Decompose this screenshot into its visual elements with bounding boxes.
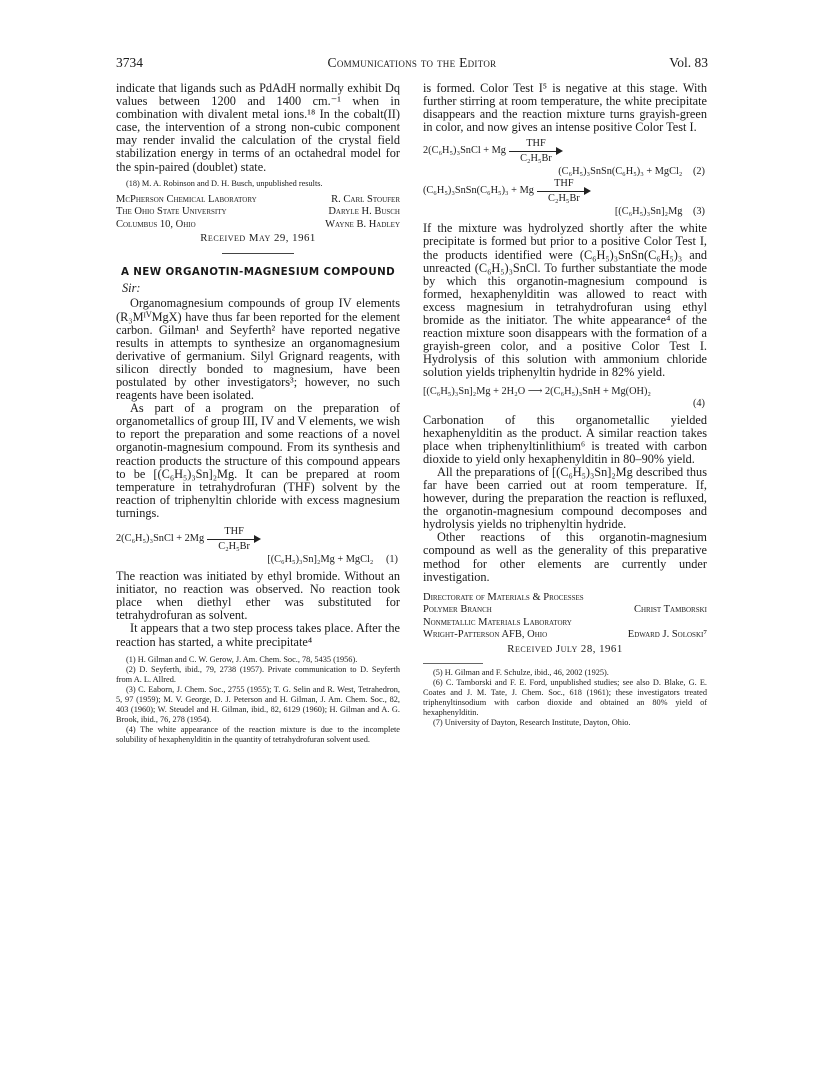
footnote-divider (423, 663, 483, 664)
equation-number: (3) (692, 206, 705, 218)
author-signature-block-2 (423, 592, 707, 656)
body-paragraph: is formed. Color Test I⁵ is negative at this stage. With further stirring at room temperature, the white precipitate disappears and the reaction mixture turns grayish-green in color, and now gives an intense positive Color Test I. (423, 81, 707, 135)
body-paragraph: Other reactions of this organotin-magnesium compound as well as the generality of this preparative method for other elements are currently under investigation. (423, 530, 707, 584)
body-paragraph: Organomagnesium compounds of group IV elements (R₃MᴵⱽMgX) have thus far been reported for the element carbon. Gilman¹ and Seyferth² have reported negative results in attempts to synthesize an organomagnesium derivative of germanium. Silyl Grignard reagents, with silicon directly bonded to magnesium, have been postulated by other investigators³; however, no such reagents have been isolated. (116, 296, 400, 403)
body-paragraph: All the preparations of [(C₆H₅)₃Sn]₂Mg described thus far have been carried out at room temperature. If, however, during the preparation the reaction is refluxed, the organotin-magnesium compound decomposes and hydrolysis yields no triphenyltin hydride. (423, 464, 707, 532)
running-header (116, 55, 708, 73)
continued-paragraph: indicate that ligands such as PdAdH normally exhibit Dq values between 1200 and 1400 cm.⁻¹ when in combination with divalent metal ions.¹⁸ In the cobalt(II) case, the intervention of a strong non-cubic component may render invalid the calculation of the crystal field stabilization energy in terms of an octahedral model for the spin-paired (doublet) state. (116, 81, 400, 174)
footnote: (1) H. Gilman and C. W. Gerow, J. Am. Chem. Soc., 78, 5435 (1956). (126, 654, 358, 664)
signature-row (423, 604, 707, 617)
equation-3 (423, 180, 707, 218)
body-paragraph: It appears that a two step process takes place. After the reaction has started, a white precipitate⁴ (116, 621, 400, 649)
equation-reactants: (C₆H₅)₃SnSn(C₆H₅)₃ + Mg (423, 185, 534, 197)
equation-2 (423, 140, 707, 178)
signature-row (116, 219, 400, 232)
equation-number: (1) (385, 554, 398, 566)
institution-line: Polymer Branch (423, 604, 492, 616)
body-paragraph: Carbonation of this organometallic yielded hexaphenylditin as the product. A similar reaction takes place when triphenyltinlithium⁶ is treated with carbon dioxide to yield only hexaphenylditin in 80–90% yield. (423, 412, 707, 466)
institution-line: McPherson Chemical Laboratory (116, 193, 257, 205)
arrow-condition-below: C₂H₅Br (547, 193, 580, 205)
signature-row (116, 206, 400, 219)
reaction-arrow (537, 178, 591, 205)
section-divider (222, 253, 294, 254)
body-paragraph: If the mixture was hydrolyzed shortly after the white precipitate is formed but prior to a positive Color Test I, the products identified were (C₆H₅)₃SnSn(C₆H₅)₃ and unreacted (C₆H₅)₃SnCl. To further substantiate the mode by which this organotin-magnesium compound is formed, hexaphenylditin was allowed to react with excess magnesium in tetrahydrofuran using ethyl bromide as the initiator. The white appearance⁴ of the reaction mixture soon disappears with the formation of a grayish-green color, and a positive Color Test I. Hydrolysis of this solution with ammonium chloride solution yields triphenyltin hydride in 82% yield. (423, 221, 707, 380)
equation-products: [(C₆H₅)₃Sn]₂Mg + MgCl₂ (267, 554, 374, 566)
equation-products: [(C₆H₅)₃Sn]₂Mg (614, 206, 683, 218)
footnote: (3) C. Eaborn, J. Chem. Soc., 2755 (1955); T. G. Selin and R. West, Tetrahedron, 5, 97 (1959); M. V. George, D. J. Peterson and H. Gilman, J. Am. Chem. Soc., 82, 403 (1960); W. Steudel and H. Gilman, ibid., 82, 6129 (1960); H. Gilman and A. G. Brook, ibid., 76, 278 (1954). (116, 684, 400, 724)
article-title: A NEW ORGANOTIN-MAGNESIUM COMPOUND (120, 266, 396, 279)
author-name: Wayne B. Hadley (325, 218, 400, 230)
arrow-condition-above: THF (224, 526, 244, 538)
author-name: Edward J. Soloski⁷ (627, 629, 707, 641)
footnotes-right (423, 668, 707, 728)
institution-line: Wright-Patterson AFB, Ohio (423, 629, 548, 641)
equation-number: (4) (692, 397, 705, 409)
reaction-arrow (207, 526, 261, 553)
left-column (116, 82, 400, 745)
right-column (423, 82, 707, 728)
reaction-arrow (509, 138, 563, 165)
institution-line: Nonmetallic Materials Laboratory (423, 616, 572, 628)
footnote: (6) C. Tamborski and F. E. Ford, unpublished studies; see also D. Blake, G. E. Coates and J. M. Tate, J. Chem. Soc., 618 (1961); these investigators treated triphenyltinsodium with carbon dioxide and obtained an 80% yield of hexaphenylditin. (423, 678, 707, 718)
body-paragraph: As part of a program on the preparation of organometallics of group III, IV and V elements, we wish to report the preparation and some reactions of a novel organotin-magnesium compound. From its synthesis and reaction products the structure of this compound appears to be [(C₆H₅)₃Sn]₂Mg. It can be prepared at room temperature in tetrahydrofuran (THF) solvent by the reaction of triphenyltin chloride with excess magnesium turnings. (116, 401, 400, 520)
signature-row (423, 629, 707, 642)
signature-row (116, 194, 400, 207)
body-paragraph: The reaction was initiated by ethyl bromide. Without an initiator, no reaction was observed. No reaction took place when diethyl ether was substituted for tetrahydrofuran as solvent. (116, 569, 400, 623)
institution-line: Columbus 10, Ohio (116, 218, 196, 230)
received-date: Received July 28, 1961 (507, 642, 623, 655)
equation-reactants: 2(C₆H₅)₃SnCl + 2Mg (116, 533, 205, 545)
equation-1 (116, 528, 400, 566)
author-name: Daryle H. Busch (328, 206, 400, 218)
footnote: (4) The white appearance of the reaction mixture is due to the incomplete solubility of hexaphenylditin in the quantity of tetrahydrofuran solvent used. (116, 724, 400, 744)
arrow-condition-above: THF (554, 178, 574, 190)
footnote: (2) D. Seyferth, ibid., 79, 2738 (1957). Private communication to D. Seyferth from A. L. Allred. (116, 664, 400, 684)
author-name: Christ Tamborski (633, 604, 707, 616)
institution-line: Directorate of Materials & Processes (423, 591, 584, 603)
journal-section-title: Communications to the Editor (327, 55, 497, 70)
arrow-condition-above: THF (526, 138, 546, 150)
footnote: (7) University of Dayton, Research Institute, Dayton, Ohio. (433, 718, 631, 728)
equation-4 (423, 386, 707, 410)
footnote: (5) H. Gilman and F. Schulze, ibid., 46, 2002 (1925). (433, 668, 609, 678)
equation-reactants: 2(C₆H₅)₃SnCl + Mg (423, 145, 506, 157)
volume-label: Vol. 83 (669, 55, 708, 70)
footnote-18: (18) M. A. Robinson and D. H. Busch, unpublished results. (126, 178, 323, 188)
received-date: Received May 29, 1961 (200, 232, 316, 245)
equation-products: (C₆H₅)₃SnSn(C₆H₅)₃ + MgCl₂ (558, 166, 683, 178)
equation-text: [(C₆H₅)₃Sn]₂Mg + 2H₂O ⟶ 2(C₆H₅)₃SnH + Mg(OH)₂ (423, 385, 652, 397)
equation-number: (2) (692, 166, 705, 178)
arrow-condition-below: C₂H₅Br (520, 153, 552, 165)
salutation: Sir: (122, 281, 141, 296)
footnotes-left (116, 655, 400, 745)
page-number: 3734 (116, 55, 143, 70)
arrow-condition-below: C₂H₅Br (218, 541, 250, 553)
author-name: R. Carl Stoufer (331, 193, 400, 205)
institution-line: The Ohio State University (116, 206, 227, 218)
author-signature-block-1 (116, 194, 400, 246)
